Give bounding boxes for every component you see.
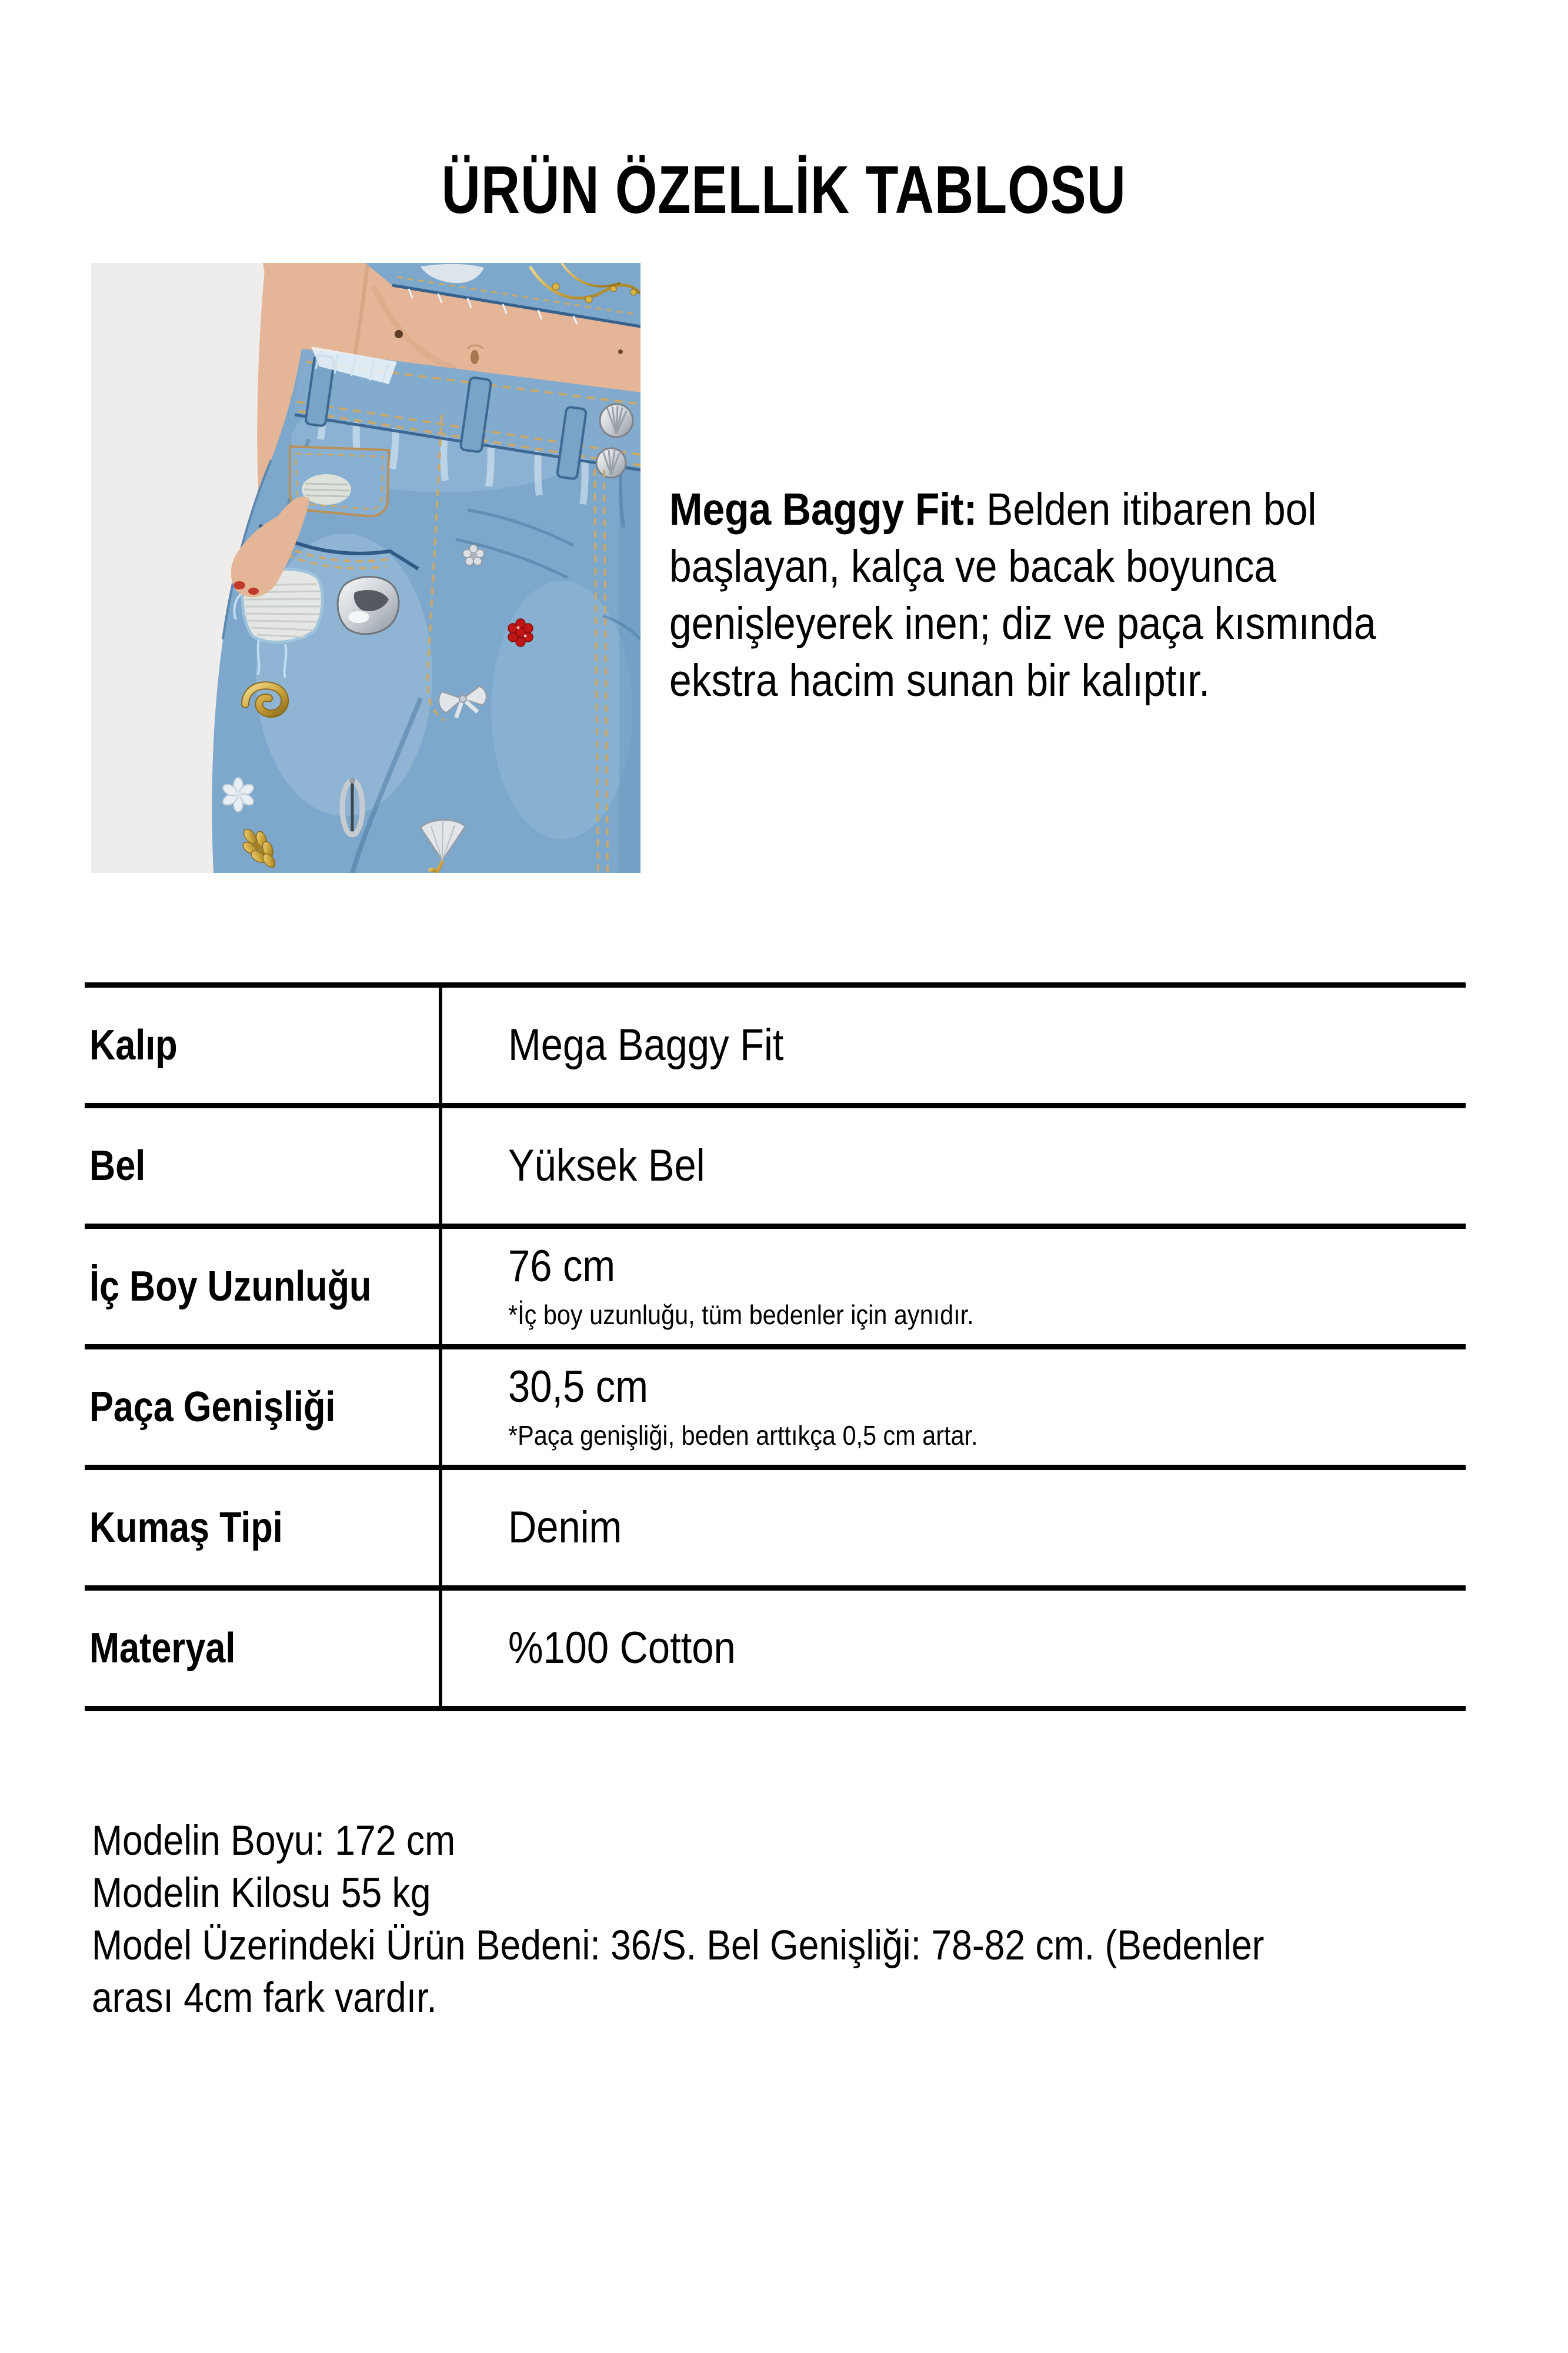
row-value: Denim [508,1502,622,1552]
fit-description [669,481,1472,709]
table-row [85,1591,1466,1711]
model-info-line: Model Üzerindeki Ürün Bedeni: 36/S. Bel Genişliği: 78-82 cm. (Bedenler [92,1922,1265,1969]
table-divider [439,988,442,1711]
charm-silver-blob [338,576,399,634]
row-value: Mega Baggy Fit [508,1020,784,1070]
product-photo [91,263,640,873]
model-info-line: arası 4cm fark vardır. [92,1975,437,2021]
desc-line: genişleyerek inen; diz ve paça kısmında [669,598,1376,649]
model-info [92,1815,1424,2024]
mole [395,330,403,338]
table-row [85,988,1466,1108]
row-label: Bel [89,1142,146,1189]
row-label: Paça Genişliği [89,1384,336,1431]
row-value: %100 Cotton [508,1623,736,1673]
row-label: Kumaş Tipi [89,1504,283,1551]
page-title: ÜRÜN ÖZELLİK TABLOSU [441,152,1127,228]
desc-line: başlayan, kalça ve bacak boyunca [669,541,1277,592]
row-value: 76 cm *İç boy uzunluğu, tüm bedenler için aynıdır. [508,1241,974,1330]
spec-table [85,982,1466,1711]
table-row [85,1349,1466,1470]
row-value: 30,5 cm *Paça genişliği, beden arttıkça 0,5 cm artar. [508,1362,978,1451]
table-row [85,1470,1466,1591]
table-row [85,1229,1466,1349]
desc-line: ekstra hacim sunan bir kalıptır. [669,655,1210,706]
table-row [85,1108,1466,1229]
row-label: Kalıp [89,1022,178,1069]
model-info-line: Modelin Boyu: 172 cm [92,1818,456,1864]
fit-name: Mega Baggy Fit: [669,484,978,535]
row-label: İç Boy Uzunluğu [89,1263,372,1310]
jeans-illustration [91,263,640,873]
desc-line: Mega Baggy Fit: Belden itibaren bol [669,484,1317,535]
row-value: Yüksek Bel [508,1141,705,1191]
navel [471,350,479,364]
row-note: *Paça genişliği, beden arttıkça 0,5 cm artar. [508,1420,978,1451]
row-label: Materyal [89,1625,236,1672]
red-nail [233,581,245,589]
model-info-line: Modelin Kilosu 55 kg [92,1870,431,1917]
row-note: *İç boy uzunluğu, tüm bedenler için aynıdır. [508,1299,974,1330]
